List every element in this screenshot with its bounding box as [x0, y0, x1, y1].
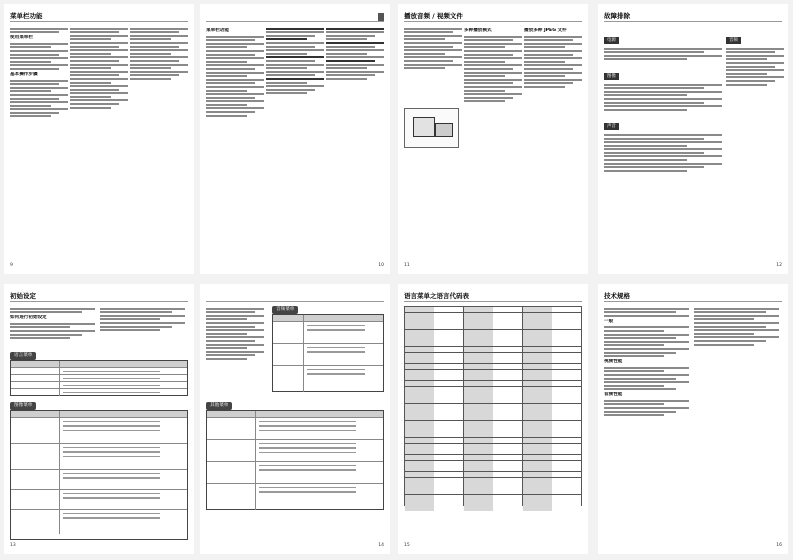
- column-right: [524, 26, 582, 90]
- language-code-cell: [405, 409, 434, 414]
- language-code-cell: [552, 347, 581, 352]
- section-pill: 音频菜单: [272, 306, 298, 314]
- language-code-cell: [523, 415, 552, 420]
- section-tag: 电源: [604, 37, 619, 44]
- language-code-cell: [493, 404, 522, 409]
- language-code-cell: [493, 387, 522, 392]
- language-code-cell: [434, 409, 463, 414]
- language-code-cell: [464, 495, 493, 500]
- language-code-cell: [523, 358, 552, 363]
- page-header: [404, 12, 582, 22]
- language-code-cell: [523, 364, 552, 369]
- language-code-cell: [405, 335, 434, 340]
- language-code-cell: [552, 313, 581, 318]
- language-code-cell: [405, 495, 434, 500]
- language-code-cell: [434, 398, 463, 403]
- column-left: [206, 26, 264, 118]
- language-code-cell: [405, 461, 434, 466]
- audio-table: [272, 314, 384, 392]
- language-code-cell: [523, 370, 552, 375]
- language-code-cell: [552, 426, 581, 431]
- language-code-cell: [464, 358, 493, 363]
- language-code-cell: [552, 381, 581, 386]
- column-left: [404, 26, 462, 71]
- page-12: [598, 4, 788, 274]
- language-code-cell: [552, 324, 581, 329]
- section-pill: 其他菜单: [206, 402, 232, 410]
- language-code-cell: [434, 341, 463, 346]
- section-heading: 音频性能: [604, 392, 623, 398]
- language-code-cell: [493, 370, 522, 375]
- language-code-cell: [464, 478, 493, 483]
- language-code-cell: [493, 324, 522, 329]
- language-code-cell: [523, 489, 552, 494]
- language-code-cell: [523, 506, 552, 511]
- language-code-cell: [405, 358, 434, 363]
- language-code-cell: [523, 341, 552, 346]
- language-code-cell: [464, 330, 493, 335]
- language-code-cell: [493, 472, 522, 477]
- language-code-cell: [434, 358, 463, 363]
- language-code-cell: [552, 461, 581, 466]
- page-14: [200, 284, 390, 554]
- page-header: [604, 12, 782, 22]
- language-code-cell: [523, 461, 552, 466]
- language-code-cell: [523, 330, 552, 335]
- language-code-cell: [552, 404, 581, 409]
- language-code-cell: [523, 381, 552, 386]
- language-code-cell: [523, 495, 552, 500]
- column-left: [604, 306, 689, 418]
- language-code-cell: [493, 330, 522, 335]
- language-code-cell: [464, 472, 493, 477]
- language-code-cell: [493, 375, 522, 380]
- section-heading: 菜单栏功能: [206, 28, 229, 33]
- language-code-cell: [434, 444, 463, 449]
- language-code-cell: [493, 364, 522, 369]
- language-code-cell: [493, 335, 522, 340]
- language-code-cell: [493, 444, 522, 449]
- section-heading: 基本操作步骤: [10, 71, 38, 77]
- language-code-cell: [552, 341, 581, 346]
- language-code-cell: [434, 330, 463, 335]
- page-number: 16: [776, 543, 782, 548]
- language-code-cell: [552, 387, 581, 392]
- language-code-cell: [405, 489, 434, 494]
- language-code-cell: [434, 421, 463, 426]
- language-code-cell: [493, 438, 522, 443]
- language-code-cell: [464, 392, 493, 397]
- language-code-cell: [405, 387, 434, 392]
- language-code-cell: [552, 478, 581, 483]
- language-code-cell: [464, 432, 493, 437]
- language-code-cell: [493, 313, 522, 318]
- language-code-cell: [405, 330, 434, 335]
- page-15: [398, 284, 588, 554]
- language-code-cell: [405, 392, 434, 397]
- language-code-cell: [552, 500, 581, 505]
- page-title: 故障排除: [604, 12, 630, 20]
- language-code-cell: [464, 364, 493, 369]
- language-code-cell: [552, 409, 581, 414]
- settings-table: [10, 410, 188, 540]
- language-code-cell: [434, 313, 463, 318]
- language-code-cell: [464, 506, 493, 511]
- language-code-cell: [552, 364, 581, 369]
- column-right: [326, 26, 384, 82]
- language-code-cell: [405, 353, 434, 358]
- language-code-cell: [434, 489, 463, 494]
- language-code-cell: [493, 381, 522, 386]
- language-code-cell: [493, 449, 522, 454]
- language-code-cell: [464, 426, 493, 431]
- language-code-cell: [523, 421, 552, 426]
- language-code-cell: [493, 489, 522, 494]
- language-code-cell: [523, 455, 552, 460]
- section-bar: [378, 13, 384, 21]
- language-code-cell: [523, 335, 552, 340]
- language-code-cell: [552, 370, 581, 375]
- page-title: 技术规格: [604, 292, 630, 300]
- language-code-cell: [434, 438, 463, 443]
- language-code-cell: [493, 455, 522, 460]
- language-code-cell: [434, 364, 463, 369]
- language-code-cell: [493, 415, 522, 420]
- language-code-cell: [523, 478, 552, 483]
- language-code-cell: [464, 421, 493, 426]
- language-code-cell: [405, 318, 434, 323]
- page-13: [4, 284, 194, 554]
- language-code-cell: [464, 324, 493, 329]
- page-number: 10: [378, 263, 384, 268]
- page-header: [10, 12, 188, 22]
- language-code-cell: [405, 472, 434, 477]
- language-code-cell: [523, 500, 552, 505]
- page-title: 播放音频 / 视频文件: [404, 12, 463, 20]
- column-right: [726, 26, 784, 87]
- language-code-cell: [464, 449, 493, 454]
- column-middle: [266, 26, 324, 96]
- language-code-cell: [552, 318, 581, 323]
- language-code-cell: [464, 341, 493, 346]
- language-code-cell: [434, 392, 463, 397]
- language-code-cell: [405, 449, 434, 454]
- page-16: [598, 284, 788, 554]
- language-code-cell: [434, 478, 463, 483]
- disc-diagram: [404, 108, 459, 148]
- language-code-cell: [434, 449, 463, 454]
- language-code-cell: [434, 318, 463, 323]
- language-code-cell: [493, 478, 522, 483]
- section-pill: 图像菜单: [10, 402, 36, 410]
- language-code-cell: [493, 353, 522, 358]
- language-code-cell: [493, 461, 522, 466]
- page-10: [200, 4, 390, 274]
- language-code-cell: [464, 347, 493, 352]
- page-9: [4, 4, 194, 274]
- language-code-cell: [434, 387, 463, 392]
- language-code-cell: [523, 392, 552, 397]
- page-number: 12: [776, 263, 782, 268]
- language-code-cell: [405, 455, 434, 460]
- language-code-cell: [552, 495, 581, 500]
- language-code-table: [404, 306, 582, 506]
- language-code-cell: [523, 313, 552, 318]
- language-code-cell: [552, 392, 581, 397]
- page-11: [398, 4, 588, 274]
- page-title: 初始设定: [10, 292, 36, 300]
- language-code-cell: [493, 318, 522, 323]
- language-code-cell: [434, 324, 463, 329]
- language-code-cell: [464, 307, 493, 312]
- language-code-cell: [464, 461, 493, 466]
- language-code-cell: [552, 330, 581, 335]
- language-code-cell: [405, 347, 434, 352]
- language-code-cell: [434, 483, 463, 488]
- page-title: 语言菜单之语言代码表: [404, 292, 469, 300]
- language-code-cell: [523, 387, 552, 392]
- language-code-cell: [464, 375, 493, 380]
- language-code-cell: [523, 444, 552, 449]
- language-code-cell: [493, 426, 522, 431]
- language-code-cell: [434, 455, 463, 460]
- language-code-cell: [523, 324, 552, 329]
- page-header: [604, 292, 782, 302]
- language-code-cell: [523, 347, 552, 352]
- language-code-cell: [405, 506, 434, 511]
- language-code-cell: [405, 364, 434, 369]
- page-number: 9: [10, 263, 13, 268]
- language-code-cell: [464, 318, 493, 323]
- language-code-cell: [552, 489, 581, 494]
- language-code-cell: [523, 318, 552, 323]
- language-code-cell: [552, 415, 581, 420]
- page-header: [206, 292, 384, 302]
- language-code-cell: [523, 432, 552, 437]
- page-header: [404, 292, 582, 302]
- language-code-cell: [405, 466, 434, 471]
- language-code-cell: [405, 381, 434, 386]
- language-code-cell: [523, 398, 552, 403]
- settings-table: [10, 360, 188, 396]
- section-heading: 一般: [604, 318, 614, 324]
- section-tag: 图像: [604, 73, 619, 80]
- section-pill: 语言菜单: [10, 352, 36, 360]
- language-code-cell: [405, 404, 434, 409]
- language-code-cell: [405, 341, 434, 346]
- language-code-cell: [434, 506, 463, 511]
- language-code-cell: [552, 398, 581, 403]
- language-code-cell: [434, 335, 463, 340]
- language-code-cell: [405, 324, 434, 329]
- language-code-cell: [434, 500, 463, 505]
- language-code-cell: [405, 370, 434, 375]
- language-code-cell: [405, 398, 434, 403]
- language-code-cell: [434, 426, 463, 431]
- language-code-cell: [434, 495, 463, 500]
- language-code-cell: [434, 472, 463, 477]
- page-header: [10, 292, 188, 302]
- language-code-cell: [552, 449, 581, 454]
- language-code-cell: [493, 500, 522, 505]
- language-code-cell: [405, 478, 434, 483]
- language-code-cell: [434, 370, 463, 375]
- page-number: 15: [404, 543, 410, 548]
- section-heading: 多种播放模式: [464, 28, 492, 33]
- language-code-cell: [493, 392, 522, 397]
- language-code-cell: [493, 495, 522, 500]
- language-code-cell: [405, 415, 434, 420]
- language-code-cell: [434, 353, 463, 358]
- language-code-cell: [405, 313, 434, 318]
- language-code-cell: [464, 370, 493, 375]
- column-right: [100, 306, 185, 333]
- language-code-cell: [493, 358, 522, 363]
- language-code-cell: [493, 506, 522, 511]
- language-code-cell: [523, 307, 552, 312]
- language-code-cell: [434, 404, 463, 409]
- language-code-cell: [464, 387, 493, 392]
- language-code-cell: [405, 421, 434, 426]
- language-code-cell: [464, 381, 493, 386]
- column-middle: [464, 26, 522, 104]
- language-code-cell: [552, 472, 581, 477]
- language-code-cell: [405, 426, 434, 431]
- language-code-cell: [552, 307, 581, 312]
- language-code-cell: [434, 466, 463, 471]
- language-code-cell: [464, 409, 493, 414]
- language-code-cell: [493, 421, 522, 426]
- page-number: 14: [378, 543, 384, 548]
- language-code-cell: [464, 489, 493, 494]
- language-code-cell: [464, 353, 493, 358]
- language-code-cell: [434, 432, 463, 437]
- language-code-cell: [552, 335, 581, 340]
- language-code-cell: [523, 472, 552, 477]
- column-left: [10, 26, 68, 119]
- language-code-cell: [523, 375, 552, 380]
- language-code-cell: [552, 455, 581, 460]
- language-code-cell: [464, 313, 493, 318]
- language-code-cell: [464, 404, 493, 409]
- language-code-cell: [523, 409, 552, 414]
- language-code-cell: [464, 500, 493, 505]
- language-code-cell: [493, 307, 522, 312]
- language-code-cell: [434, 307, 463, 312]
- language-code-cell: [523, 438, 552, 443]
- language-code-cell: [493, 483, 522, 488]
- language-code-cell: [464, 415, 493, 420]
- language-code-cell: [434, 461, 463, 466]
- language-code-cell: [405, 375, 434, 380]
- language-code-cell: [493, 347, 522, 352]
- section-heading: 使用菜单栏: [10, 35, 33, 41]
- language-code-cell: [434, 347, 463, 352]
- page-title: 菜单栏功能: [10, 12, 43, 20]
- language-code-cell: [493, 432, 522, 437]
- language-code-cell: [523, 449, 552, 454]
- language-code-cell: [552, 358, 581, 363]
- section-tag: 音频: [726, 37, 741, 44]
- language-code-cell: [405, 438, 434, 443]
- other-table: [206, 410, 384, 510]
- language-code-cell: [523, 353, 552, 358]
- column-left: [10, 306, 95, 341]
- language-code-cell: [464, 455, 493, 460]
- language-code-cell: [552, 438, 581, 443]
- language-code-cell: [405, 500, 434, 505]
- language-code-cell: [552, 506, 581, 511]
- language-code-cell: [523, 483, 552, 488]
- language-code-cell: [493, 409, 522, 414]
- language-code-cell: [434, 415, 463, 420]
- section-heading: 播放多种 JPEG 文件: [524, 28, 567, 33]
- column-middle: [70, 26, 128, 110]
- column-left: [604, 26, 722, 173]
- language-code-cell: [552, 353, 581, 358]
- column-right: [130, 26, 188, 82]
- language-code-cell: [552, 444, 581, 449]
- column-left: [206, 306, 264, 362]
- language-code-cell: [464, 483, 493, 488]
- column-right: [694, 306, 779, 347]
- language-code-cell: [552, 421, 581, 426]
- language-code-cell: [405, 432, 434, 437]
- language-code-cell: [523, 404, 552, 409]
- language-code-cell: [405, 483, 434, 488]
- page-header: [206, 12, 384, 22]
- page-number: 11: [404, 263, 410, 268]
- language-code-cell: [523, 426, 552, 431]
- language-code-cell: [552, 375, 581, 380]
- language-code-cell: [464, 444, 493, 449]
- section-heading: 如何进行初始设定: [10, 315, 47, 321]
- language-code-cell: [464, 398, 493, 403]
- language-code-cell: [464, 438, 493, 443]
- language-code-cell: [493, 341, 522, 346]
- language-code-cell: [405, 307, 434, 312]
- language-code-cell: [493, 398, 522, 403]
- language-code-cell: [434, 381, 463, 386]
- language-code-cell: [434, 375, 463, 380]
- language-code-cell: [552, 432, 581, 437]
- section-tag: 声音: [604, 123, 619, 130]
- page-number: 13: [10, 543, 16, 548]
- language-code-cell: [493, 466, 522, 471]
- language-code-cell: [464, 335, 493, 340]
- language-code-cell: [464, 466, 493, 471]
- language-code-cell: [405, 444, 434, 449]
- section-heading: 视频性能: [604, 359, 623, 365]
- language-code-cell: [523, 466, 552, 471]
- language-code-cell: [552, 483, 581, 488]
- language-code-cell: [552, 466, 581, 471]
